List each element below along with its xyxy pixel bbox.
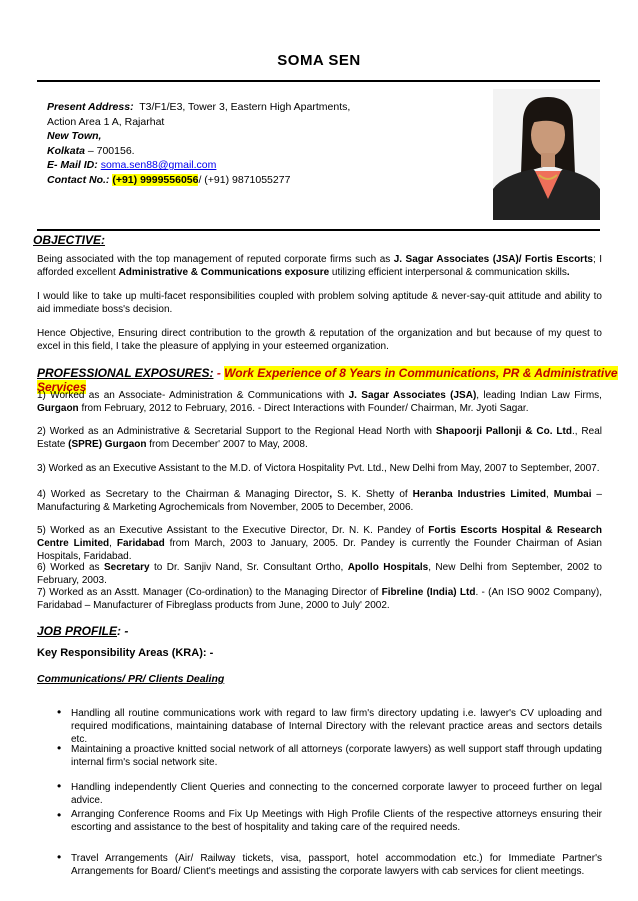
objective-exposure: Administrative & Communications exposure [118, 267, 330, 278]
address-pin: – 700156. [87, 144, 135, 157]
exposure-item: 2) Worked as an Administrative & Secretarial Support to the Regional Head North with Shapoorji Pallonji & Co. Ltd., Real Estate (SPRE) Gurgaon from December' 2007 to May, 2008. [37, 426, 602, 450]
job-profile-title: JOB PROFILE [37, 624, 118, 638]
email-label: E- Mail ID [47, 159, 95, 171]
objective-paragraph-1 [37, 253, 602, 279]
kra-heading: Key Responsibility Areas (KRA): - [37, 647, 214, 659]
bullet-icon: • [57, 808, 62, 822]
bullet-icon: • [57, 779, 62, 793]
objective-paragraph-3: Hence Objective, Ensuring direct contribution to the growth & reputation of the organization and but because of my quest to excel in this field, I take the pleasure of applying in your esteemed organization. [37, 328, 602, 352]
phone-secondary: / (+91) 9871055277 [198, 173, 291, 186]
bullet-icon: • [57, 705, 62, 719]
exposures-title: PROFESSIONAL EXPOSURES: [37, 366, 214, 380]
exposures-dash: - [213, 366, 225, 380]
address-city: Kolkata [47, 144, 85, 157]
exposure-item: 1) Worked as an Associate- Administration & Communications with J. Sagar Associates (JSA), leading Indian Law Firms, Gurgaon from February, 2012 to February, 2016. - Direct Interactions with Founder/ Chairman, Mr. Jyoti Sagar. [37, 390, 602, 414]
exposure-item: 4) Worked as Secretary to the Chairman & Managing Director, S. K. Shetty of Heranba Industries Limited, Mumbai – Manufacturing & Marketing Agrochemicals from November, 2005 to December, 2006. [37, 489, 602, 513]
email-link[interactable]: soma.sen88@gmail.com [100, 159, 217, 171]
responsibility-item: Arranging Conference Rooms and Fix Up Meetings with High Profile Clients of the respective attorneys ensuring their escorting and assistance to the best of hospitality and taking care of the required needs. [71, 809, 602, 833]
objective-text: utilizing efficient interpersonal & communication skills [329, 267, 567, 278]
objective-text: ; I afforded excellent [37, 254, 602, 278]
exposure-item: 7) Worked as an Asstt. Manager (Co-ordination) to the Managing Director of Fibreline (India) Ltd. - (An ISO 9002 Company), Faridabad – Manufacturer of Fibreglass products from June, 2000 to July' 2002. [37, 587, 602, 611]
job-profile-heading [37, 624, 128, 638]
responsibility-item: Travel Arrangements (Air/ Railway tickets, visa, passport, hotel accommodation etc.) for Immediate Partner's Arrangements for Board/ Client's meetings and assisting the corporate lawyers with cab services for client meetings. [71, 853, 602, 877]
objective-paragraph-2: I would like to take up multi-facet responsibilities coupled with problem solving aptitude & never-say-quit attitude and ability to aid immediate boss's decision. [37, 291, 602, 315]
responsibility-item: Maintaining a proactive knitted social network of all attorneys (corporate lawyers) as well support staff through updating internal firm's social network site. [71, 744, 602, 768]
candidate-name: SOMA SEN [277, 52, 361, 69]
bullet-icon: • [57, 741, 62, 755]
address-label: Present Address [47, 101, 131, 113]
exposure-item: 6) Worked as Secretary to Dr. Sanjiv Nand, Sr. Consultant Ortho, Apollo Hospitals, New Delhi from September, 2002 to February, 2003. [37, 562, 602, 586]
profile-photo [493, 89, 600, 220]
top-divider [37, 80, 600, 82]
objective-text: . [566, 267, 570, 278]
objective-firms: J. Sagar Associates (JSA)/ Fortis Escorts [393, 254, 593, 265]
responsibility-item: Handling independently Client Queries and connecting to the concerned corporate lawyer to proceed further on legal advice. [71, 782, 602, 806]
communications-subheading: Communications/ PR/ Clients Dealing [37, 673, 225, 685]
job-profile-suffix: : - [117, 624, 129, 638]
address-line1: T3/F1/E3, Tower 3, Eastern High Apartments, [139, 101, 351, 113]
objective-heading: OBJECTIVE: [33, 233, 106, 247]
objective-text: Being associated with the top management of reputed corporate firms such as [37, 254, 394, 265]
phone-primary: (+91) 9999556056 [112, 173, 199, 186]
contact-label: Contact No. [47, 173, 106, 186]
address-block: Present Address: T3/F1/E3, Tower 3, Eastern High Apartments, Action Area 1 A, Rajarhat New Town, Kolkata – 700156. E- Mail ID: soma.sen88@gmail.com Contact No.: (+91) 9999556056/ (+91) 9871055277 [47, 101, 351, 186]
responsibility-item: Handling all routine communications work with regard to law firm's directory updating i.e. lawyer's CV uploading and required modifications, maintaining database of Internal Directory with the relevant practice areas and sectors details etc. [71, 708, 602, 745]
exposure-item: 5) Worked as an Executive Assistant to the Executive Director, Dr. N. K. Pandey of Fortis Escorts Hospital & Research Centre Limited, Faridabad from March, 2003 to January, 2005. Dr. Pandey is currently the Founder Chairman of Asian Hospitals, Faridabad. [37, 525, 602, 562]
experience-highlight: Work Experience of 8 Years in Communications, PR & Administrative Services [37, 366, 618, 394]
header-divider [37, 229, 600, 231]
exposure-item: 3) Worked as an Executive Assistant to the M.D. of Victora Hospitality Pvt. Ltd., New Delhi from May, 2007 to September, 2007. [37, 463, 600, 474]
address-line2: Action Area 1 A, Rajarhat [47, 115, 165, 128]
bullet-icon: • [57, 850, 62, 864]
address-line3: New Town, [47, 130, 102, 142]
